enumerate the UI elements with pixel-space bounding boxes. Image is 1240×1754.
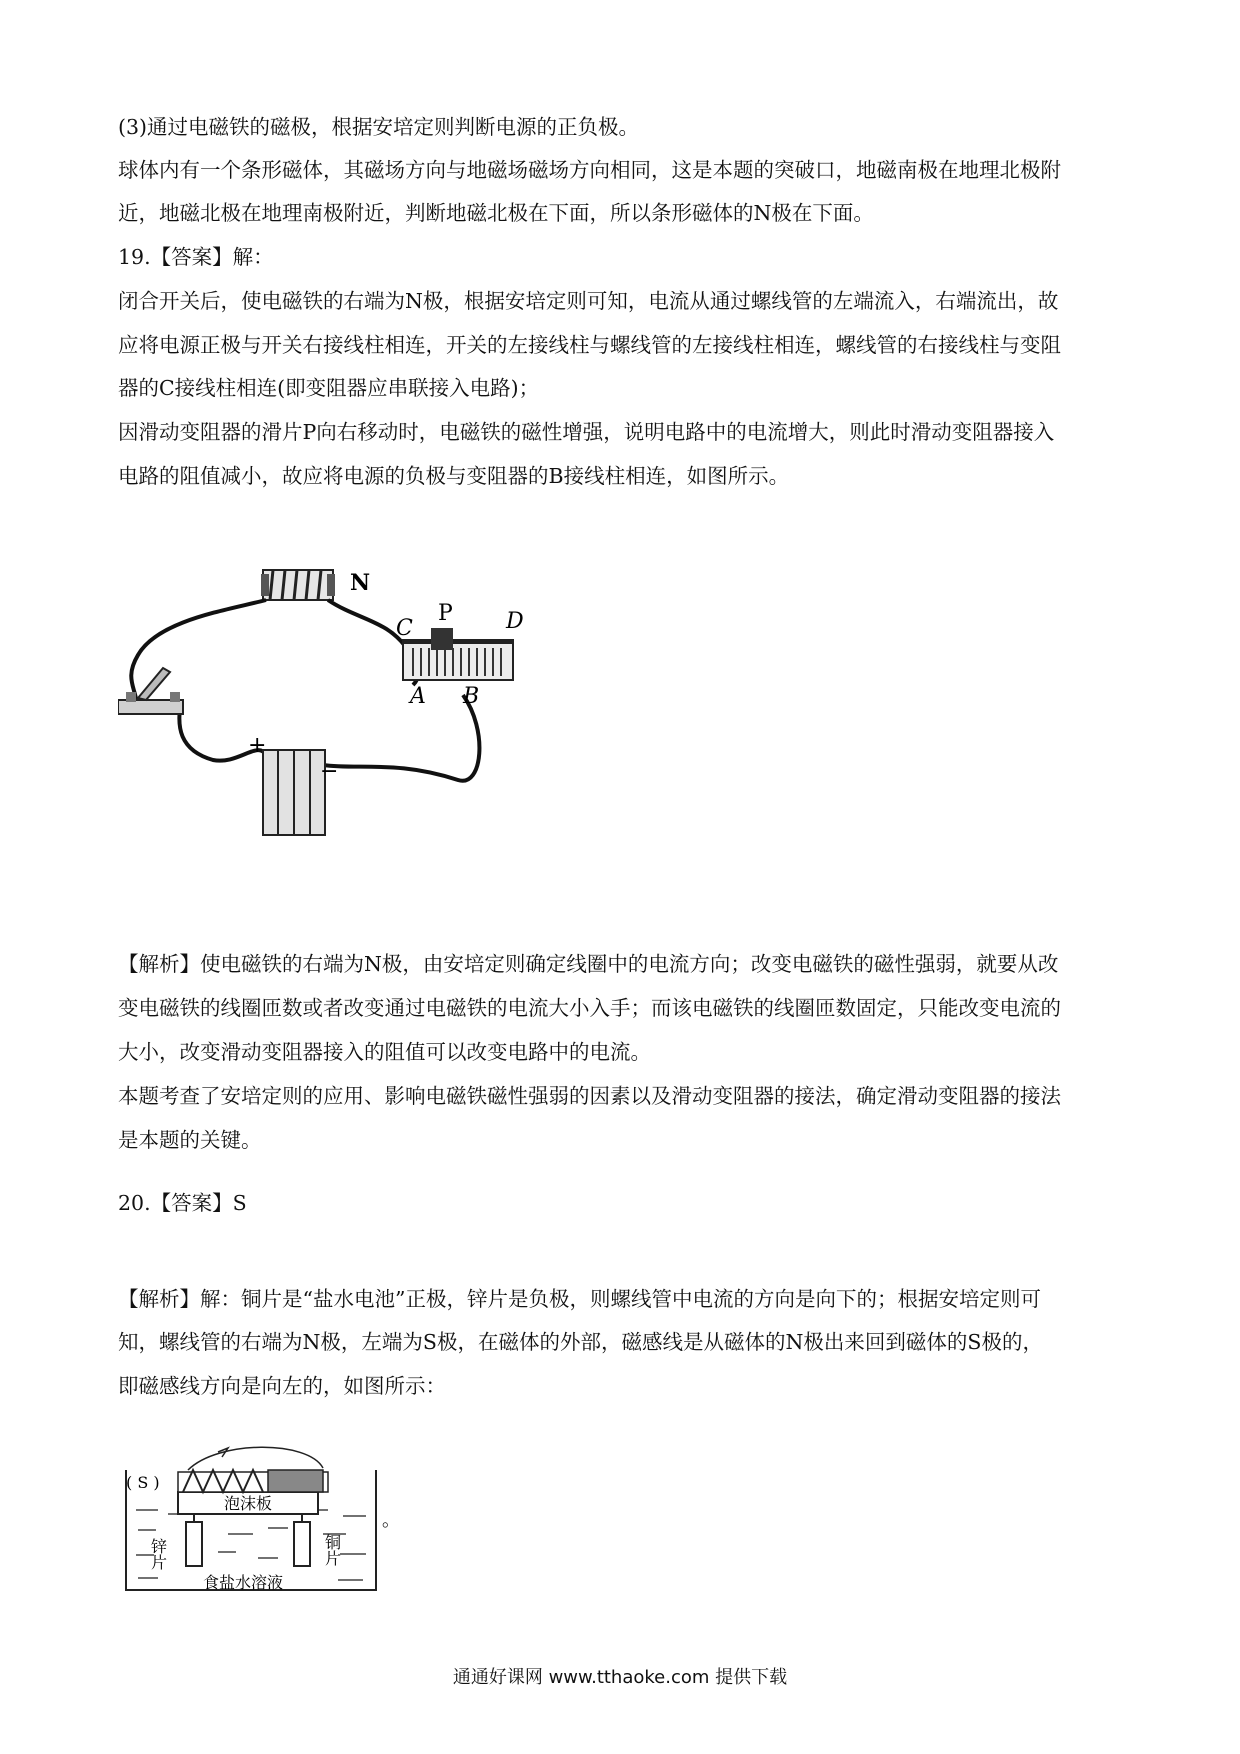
label-n: N <box>350 570 371 596</box>
page-footer: 通通好课网 www.tthaoke.com 提供下载 <box>452 1667 788 1688</box>
sliding-rheostat <box>403 628 513 680</box>
text-line-5: 闭合开关后，使电磁铁的右端为N极，根据安培定则可知，电流从通过螺线管的左端流入，右端流出，故 <box>118 289 1059 313</box>
label-foam-board: 泡沫板 <box>223 1494 273 1513</box>
saltwater-battery-figure <box>118 1430 438 1600</box>
magnetic-field-line <box>188 1447 323 1470</box>
rheostat-slider-p <box>431 628 453 650</box>
analysis-19-line-2: 变电磁铁的线圈匝数或者改变通过电磁铁的电流大小入手；而该电磁铁的线圈匝数固定，只能改变电流的 <box>118 996 1061 1020</box>
label-s-pole: ( S ) <box>126 1473 160 1492</box>
text-line-2: 球体内有一个条形磁体，其磁场方向与地磁场磁场方向相同，这是本题的突破口，地磁南极在地理北极附 <box>118 158 1061 182</box>
text-line-8: 因滑动变阻器的滑片P向右移动时，电磁铁的磁性增强，说明电路中的电流增大，则此时滑动变阻器接入 <box>118 420 1055 444</box>
analysis-19-line-5: 是本题的关键。 <box>118 1128 262 1152</box>
question-19-heading: 19.【答案】解： <box>118 245 274 269</box>
label-b: B <box>463 684 480 709</box>
electromagnet-coil <box>261 570 335 600</box>
analysis-19-line-3: 大小，改变滑动变阻器接入的阻值可以改变电路中的电流。 <box>118 1040 651 1064</box>
analysis-19-line-1: 【解析】使电磁铁的右端为N极，由安培定则确定线圈中的电流方向；改变电磁铁的磁性强弱，就要从改 <box>118 952 1059 976</box>
text-line-6: 应将电源正极与开关右接线柱相连，开关的左接线柱与螺线管的左接线柱相连，螺线管的右接线柱与变阻 <box>118 333 1061 357</box>
analysis-20-line-1: 【解析】解：铜片是“盐水电池”正极，锌片是负极，则螺线管中电流的方向是向下的；根据安培定则可 <box>118 1287 1041 1311</box>
label-p: P <box>438 601 453 626</box>
switch <box>118 668 183 714</box>
copper-plate <box>294 1522 310 1566</box>
analysis-19-line-4: 本题考查了安培定则的应用、影响电磁铁磁性强弱的因素以及滑动变阻器的接法，确定滑动变阻器的接法 <box>118 1084 1061 1108</box>
label-minus: − <box>320 759 339 784</box>
question-20-heading: 20.【答案】S <box>118 1191 247 1215</box>
label-d: D <box>506 609 524 634</box>
label-plus: + <box>248 733 267 758</box>
text-line-3: 近，地磁北极在地理南极附近，判断地磁北极在下面，所以条形磁体的N极在下面。 <box>118 201 874 225</box>
circuit-figure <box>118 560 588 870</box>
wire-battery-to-rheostat <box>323 695 479 781</box>
text-line-1: (3)通过电磁铁的磁极，根据安培定则判断电源的正负极。 <box>118 115 640 139</box>
battery <box>263 750 325 835</box>
analysis-20-line-2: 知，螺线管的右端为N极，左端为S极，在磁体的外部，磁感线是从磁体的N极出来回到磁体的S极的， <box>118 1330 1043 1354</box>
text-line-9: 电路的阻值减小，故应将电源的负极与变阻器的B接线柱相连，如图所示。 <box>118 464 790 488</box>
zinc-plate <box>186 1522 202 1566</box>
label-zinc: 锌片 <box>148 1538 168 1570</box>
analysis-20-line-3: 即磁感线方向是向左的，如图所示： <box>118 1374 446 1398</box>
label-solution: 食盐水溶液 <box>202 1573 284 1592</box>
label-c: C <box>396 616 413 641</box>
text-line-7: 器的C接线柱相连(即变阻器应串联接入电路)； <box>118 376 540 400</box>
label-a: A <box>410 684 426 709</box>
label-copper: 铜片 <box>322 1534 342 1566</box>
trailing-period: 。 <box>382 1510 400 1531</box>
solenoid <box>178 1470 328 1492</box>
